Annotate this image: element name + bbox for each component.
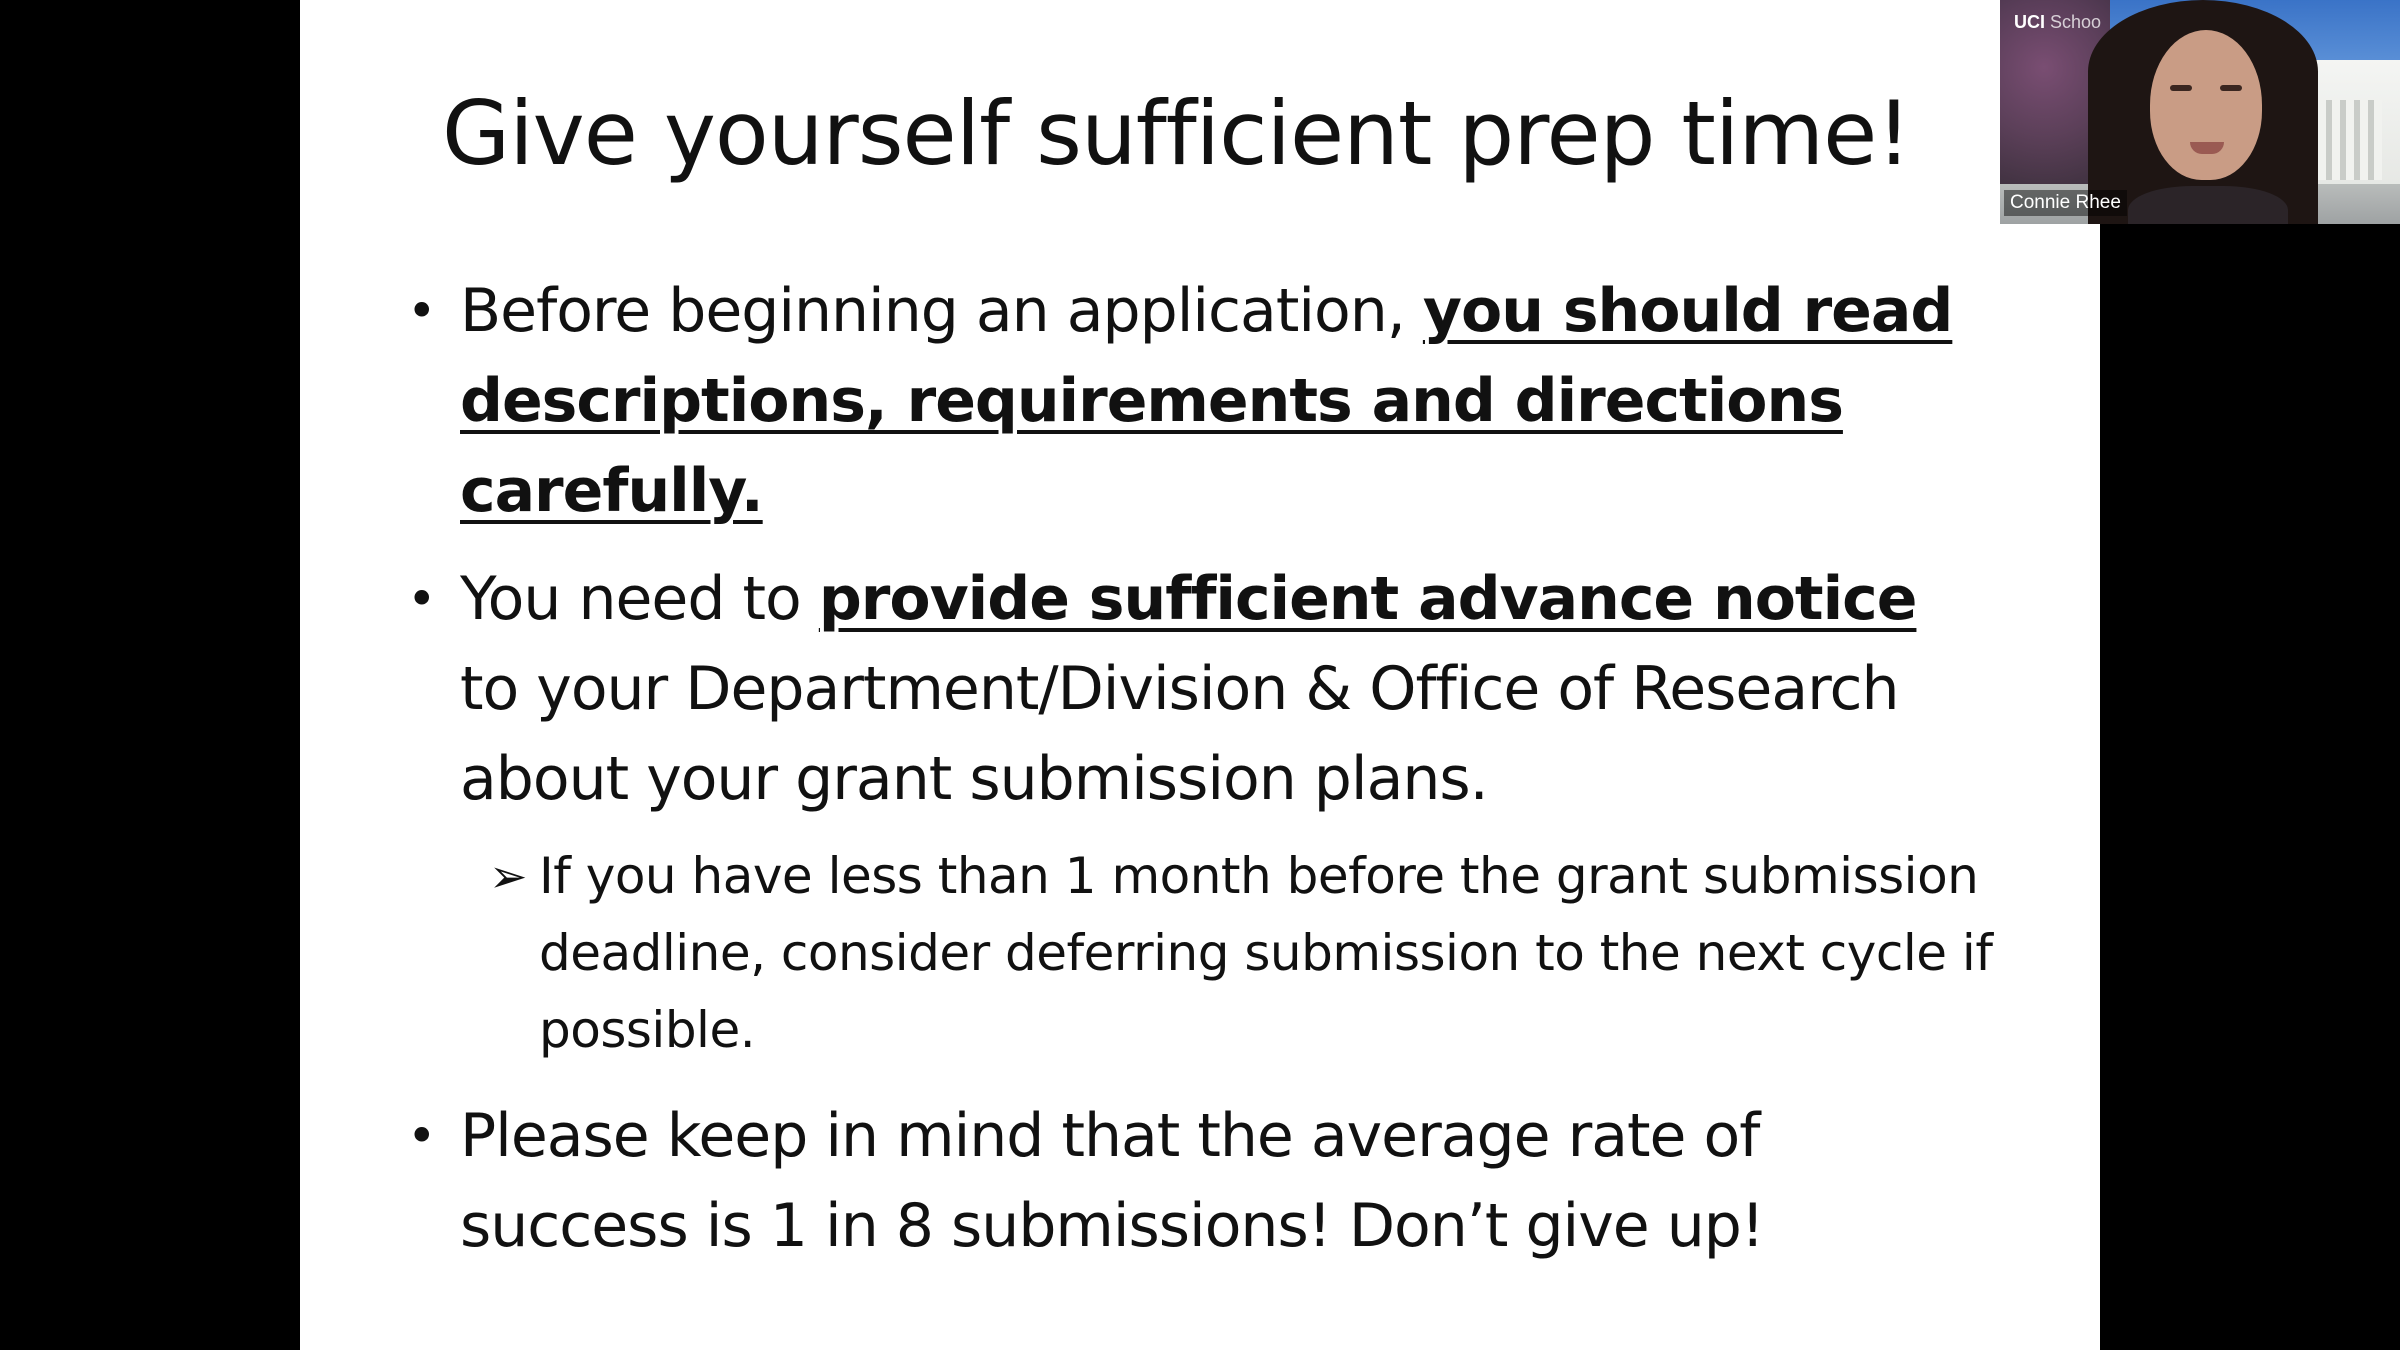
bullet-text: Before beginning an application,	[460, 276, 1423, 346]
arrow-bullet-icon: ➢	[489, 849, 528, 903]
bullet-read-carefully	[407, 266, 1980, 536]
participant-name-label: Connie Rhee	[2004, 190, 2127, 216]
slide-title: Give yourself sufficient prep time!	[442, 82, 1911, 185]
participant-shirt	[2128, 186, 2288, 224]
bullet-text-continued: to your Department/Division & Office of Research about your grant submission plans.	[460, 654, 1899, 814]
bullet-text: Please keep in mind that the average rate of success is 1 in 8 submissions! Don’t give up!	[460, 1101, 1764, 1261]
bullet-advance-notice	[407, 554, 1980, 824]
bullet-success-rate	[407, 1091, 1980, 1271]
logo-bold-text: UCI	[2014, 12, 2045, 32]
bullet-text: You need to	[460, 564, 819, 634]
sub-bullet-text: If you have less than 1 month before the grant submission deadline, consider deferring submission to the next cycle if possible.	[539, 847, 1993, 1059]
bullet-marker: •	[407, 570, 436, 628]
bullet-marker: •	[407, 1107, 436, 1165]
sub-bullet-defer-submission	[489, 838, 2029, 1069]
bullet-emphasis: you should read descriptions, requirements and directions carefully.	[460, 276, 1953, 526]
bullet-marker: •	[407, 282, 436, 340]
shared-slide	[300, 0, 2100, 1350]
participant-video-tile[interactable]	[2000, 0, 2400, 224]
participant-face	[2150, 30, 2262, 180]
bullet-emphasis: provide sufficient advance notice	[818, 564, 1917, 634]
logo-text: Schoo	[2050, 12, 2102, 32]
